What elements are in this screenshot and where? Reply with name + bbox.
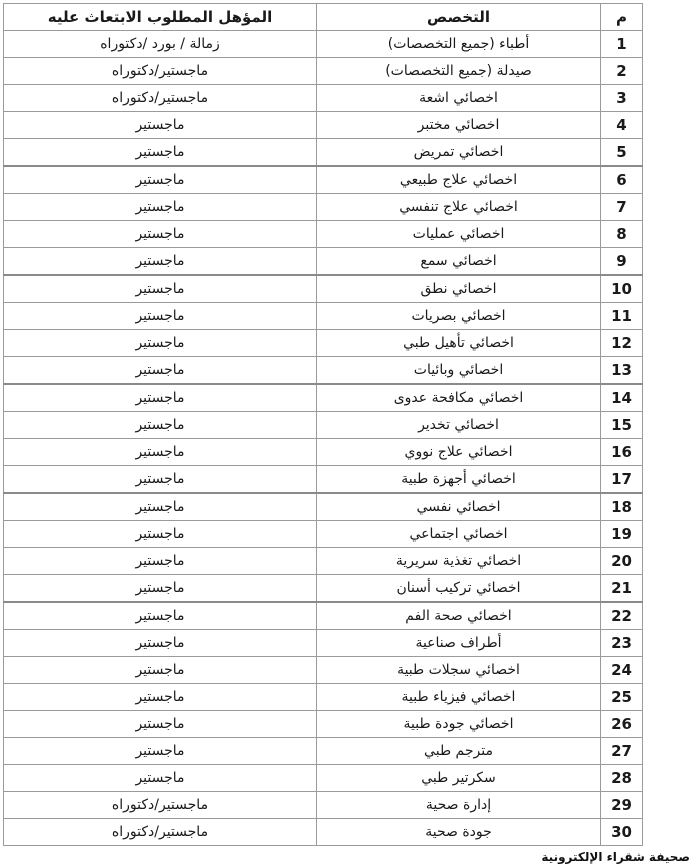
table-row <box>4 548 643 575</box>
table-row <box>4 575 643 603</box>
row-number: 10 <box>601 275 643 303</box>
row-number: 2 <box>601 58 643 85</box>
row-qualification: ماجستير <box>4 275 317 303</box>
row-specialty: اخصائي أجهزة طبية <box>317 466 601 494</box>
row-qualification: ماجستير <box>4 439 317 466</box>
row-specialty: صيدلة (جميع التخصصات) <box>317 58 601 85</box>
row-number: 12 <box>601 330 643 357</box>
table-row <box>4 166 643 194</box>
row-number: 3 <box>601 85 643 112</box>
row-specialty: اخصائي مكافحة عدوى <box>317 384 601 412</box>
table-row <box>4 248 643 276</box>
row-qualification: ماجستير <box>4 112 317 139</box>
row-number: 25 <box>601 684 643 711</box>
row-specialty: اخصائي اجتماعي <box>317 521 601 548</box>
row-number: 20 <box>601 548 643 575</box>
scholarship-table <box>3 3 643 846</box>
row-number: 14 <box>601 384 643 412</box>
table-row <box>4 819 643 846</box>
row-number: 1 <box>601 31 643 58</box>
row-specialty: اخصائي بصريات <box>317 303 601 330</box>
row-number: 28 <box>601 765 643 792</box>
row-number: 16 <box>601 439 643 466</box>
row-number: 4 <box>601 112 643 139</box>
row-number: 26 <box>601 711 643 738</box>
table-row <box>4 384 643 412</box>
row-specialty: اخصائي سمع <box>317 248 601 276</box>
row-qualification: ماجستير <box>4 657 317 684</box>
table-row <box>4 493 643 521</box>
table-row <box>4 357 643 385</box>
row-number: 8 <box>601 221 643 248</box>
row-number: 11 <box>601 303 643 330</box>
row-specialty: اخصائي صحة الفم <box>317 602 601 630</box>
row-number: 27 <box>601 738 643 765</box>
table-row <box>4 412 643 439</box>
row-specialty: اخصائي نطق <box>317 275 601 303</box>
row-number: 23 <box>601 630 643 657</box>
row-number: 9 <box>601 248 643 276</box>
row-qualification: ماجستير <box>4 412 317 439</box>
row-qualification: ماجستير <box>4 221 317 248</box>
row-number: 17 <box>601 466 643 494</box>
row-specialty: اخصائي اشعة <box>317 85 601 112</box>
table-row <box>4 303 643 330</box>
row-number: 6 <box>601 166 643 194</box>
table-row <box>4 684 643 711</box>
row-qualification: ماجستير <box>4 303 317 330</box>
row-specialty: اخصائي علاج تنفسي <box>317 194 601 221</box>
table-row <box>4 765 643 792</box>
table-row <box>4 85 643 112</box>
row-number: 5 <box>601 139 643 167</box>
table-row <box>4 602 643 630</box>
row-number: 30 <box>601 819 643 846</box>
row-specialty: اخصائي علاج نووي <box>317 439 601 466</box>
table-row <box>4 58 643 85</box>
table-row <box>4 657 643 684</box>
row-qualification: ماجستير <box>4 166 317 194</box>
table-body <box>4 31 643 846</box>
row-qualification: ماجستير/دكتوراه <box>4 58 317 85</box>
row-qualification: ماجستير <box>4 384 317 412</box>
row-number: 13 <box>601 357 643 385</box>
table-row <box>4 466 643 494</box>
table-row <box>4 139 643 167</box>
row-specialty: اخصائي تأهيل طبي <box>317 330 601 357</box>
row-specialty: جودة صحية <box>317 819 601 846</box>
row-specialty: اخصائي نفسي <box>317 493 601 521</box>
row-specialty: إدارة صحية <box>317 792 601 819</box>
table-row <box>4 439 643 466</box>
row-specialty: أطراف صناعية <box>317 630 601 657</box>
row-qualification: ماجستير <box>4 248 317 276</box>
row-specialty: مترجم طبي <box>317 738 601 765</box>
table-row <box>4 112 643 139</box>
row-specialty: اخصائي مختبر <box>317 112 601 139</box>
table-row <box>4 521 643 548</box>
table-row <box>4 738 643 765</box>
row-number: 21 <box>601 575 643 603</box>
row-qualification: ماجستير <box>4 575 317 603</box>
row-specialty: اخصائي سجلات طبية <box>317 657 601 684</box>
row-specialty: اخصائي تخدير <box>317 412 601 439</box>
row-qualification: ماجستير/دكتوراه <box>4 792 317 819</box>
row-specialty: اخصائي تغذية سريرية <box>317 548 601 575</box>
row-qualification: زمالة / بورد /دكتوراه <box>4 31 317 58</box>
row-qualification: ماجستير <box>4 521 317 548</box>
row-number: 29 <box>601 792 643 819</box>
row-number: 18 <box>601 493 643 521</box>
row-specialty: اخصائي فيزياء طبية <box>317 684 601 711</box>
row-qualification: ماجستير <box>4 630 317 657</box>
row-qualification: ماجستير <box>4 139 317 167</box>
row-qualification: ماجستير <box>4 738 317 765</box>
row-specialty: أطباء (جميع التخصصات) <box>317 31 601 58</box>
table-row <box>4 221 643 248</box>
row-specialty: اخصائي تمريض <box>317 139 601 167</box>
table-row <box>4 792 643 819</box>
row-number: 22 <box>601 602 643 630</box>
row-number: 19 <box>601 521 643 548</box>
row-specialty: اخصائي تركيب أسنان <box>317 575 601 603</box>
watermark: صحيفة شقراء الإلكترونية <box>541 850 690 864</box>
row-qualification: ماجستير <box>4 194 317 221</box>
table-row <box>4 194 643 221</box>
row-specialty: اخصائي جودة طبية <box>317 711 601 738</box>
header-specialty: التخصص <box>317 4 601 31</box>
table-row <box>4 630 643 657</box>
row-number: 15 <box>601 412 643 439</box>
row-qualification: ماجستير <box>4 357 317 385</box>
row-specialty: اخصائي وبائيات <box>317 357 601 385</box>
header-row <box>4 4 643 31</box>
header-qualification: المؤهل المطلوب الابتعاث عليه <box>4 4 317 31</box>
table-row <box>4 275 643 303</box>
row-specialty: سكرتير طبي <box>317 765 601 792</box>
row-specialty: اخصائي عمليات <box>317 221 601 248</box>
row-qualification: ماجستير/دكتوراه <box>4 819 317 846</box>
row-qualification: ماجستير <box>4 493 317 521</box>
row-number: 24 <box>601 657 643 684</box>
row-qualification: ماجستير <box>4 711 317 738</box>
table-row <box>4 330 643 357</box>
table-row <box>4 31 643 58</box>
header-number: م <box>601 4 643 31</box>
row-qualification: ماجستير/دكتوراه <box>4 85 317 112</box>
table-row <box>4 711 643 738</box>
row-specialty: اخصائي علاج طبيعي <box>317 166 601 194</box>
row-number: 7 <box>601 194 643 221</box>
row-qualification: ماجستير <box>4 466 317 494</box>
row-qualification: ماجستير <box>4 330 317 357</box>
row-qualification: ماجستير <box>4 765 317 792</box>
row-qualification: ماجستير <box>4 684 317 711</box>
row-qualification: ماجستير <box>4 602 317 630</box>
row-qualification: ماجستير <box>4 548 317 575</box>
